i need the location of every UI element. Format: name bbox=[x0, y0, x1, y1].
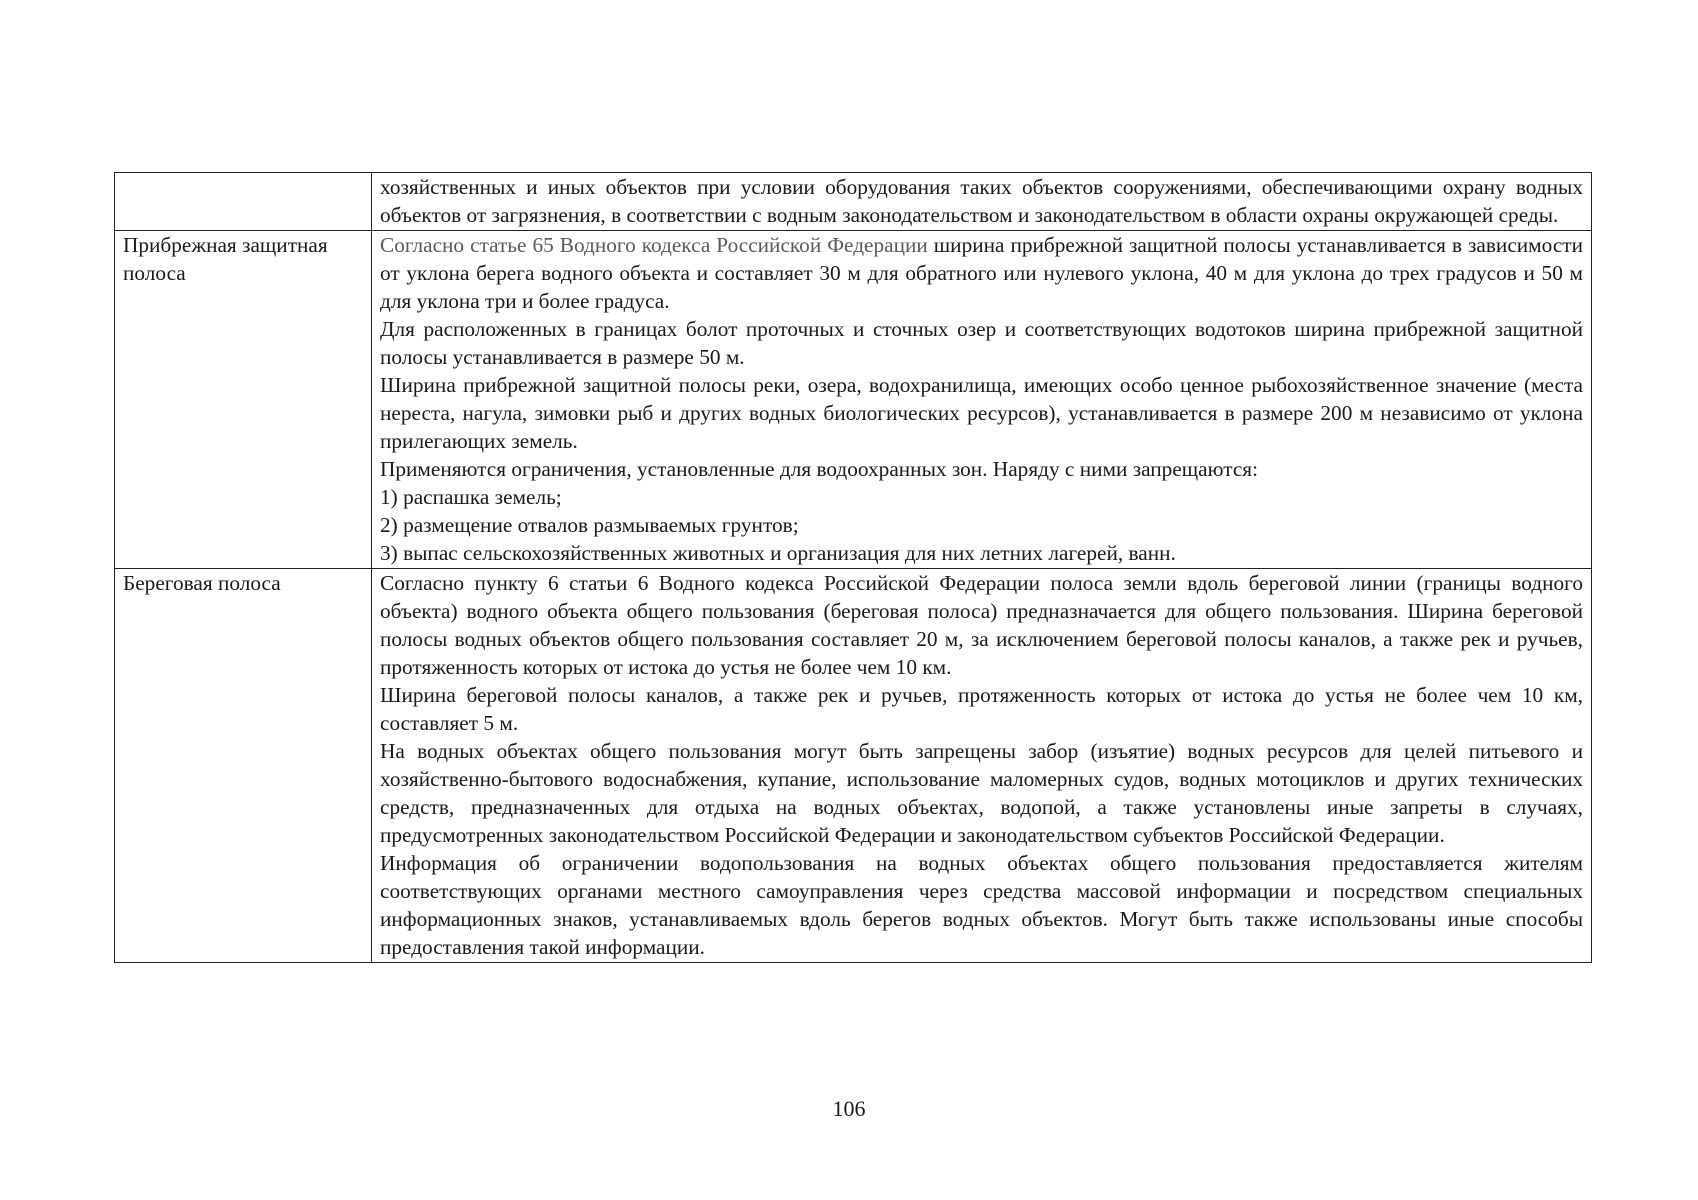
prohibition-list-item: 1) распашка земель; bbox=[380, 485, 562, 509]
water-code-article-65-link[interactable]: Согласно статье 65 Водного кодекса Российской Федерации bbox=[380, 233, 928, 257]
description-paragraph: Согласно пункту 6 статьи 6 Водного кодекса Российской Федерации полоса земли вдоль береговой линии (границы водного объекта) водного объекта общего пользования (береговая полоса) предназначается для общего пользования. Ширина береговой полосы водных объектов общего пользования составляет 20 м, за исключением береговой полосы каналов, а также рек и ручьев, протяженность которых от истока до устья не более чем 10 км. bbox=[380, 571, 1583, 679]
zone-description-cell bbox=[372, 173, 1592, 231]
prohibition-list-item: 2) размещение отвалов размываемых грунтов; bbox=[380, 513, 799, 537]
table-row bbox=[115, 173, 1592, 231]
description-paragraph: Ширина прибрежной защитной полосы реки, озера, водохранилища, имеющих особо ценное рыбохозяйственное значение (места нереста, нагула, зимовки рыб и других водных биологических ресурсов), устанавливается в размере 200 м независимо от уклона прилегающих земель. bbox=[380, 373, 1583, 453]
description-paragraph: Ширина береговой полосы каналов, а также рек и ручьев, протяженность которых от истока до устья не более чем 10 км, составляет 5 м. bbox=[380, 683, 1583, 735]
description-text: ширина прибрежной защитной полосы устанавливается в зависимости от уклона берега водного объекта и составляет 30 м для обратного или нулевого уклона, 40 м для уклона до трех градусов и 50 м для уклона три и более градуса. bbox=[380, 233, 1583, 313]
zone-name-cell bbox=[115, 173, 372, 231]
zone-description-cell bbox=[372, 231, 1592, 569]
zone-name-cell: Береговая полоса bbox=[115, 569, 372, 963]
restrictions-table bbox=[114, 172, 1592, 963]
description-paragraph: Применяются ограничения, установленные для водоохранных зон. Наряду с ними запрещаются: bbox=[380, 457, 1258, 481]
description-paragraph: На водных объектах общего пользования могут быть запрещены забор (изъятие) водных ресурсов для целей питьевого и хозяйственно-бытового водоснабжения, купание, использование маломерных судов, водных мотоциклов и других технических средств, предназначенных для отдыха на водных объектах, водопой, а также установлены иные запреты в случаях, предусмотренных законодательством Российской Федерации и законодательством субъектов Российской Федерации. bbox=[380, 739, 1583, 847]
zone-description-cell bbox=[372, 569, 1592, 963]
description-paragraph: хозяйственных и иных объектов при условии оборудования таких объектов сооружениями, обеспечивающими охрану водных объектов от загрязнения, в соответствии с водным законодательством и законодательством в области охраны окружающей среды. bbox=[380, 175, 1583, 227]
description-paragraph: Информация об ограничении водопользования на водных объектах общего пользования предоставляется жителям соответствующих органами местного самоуправления через средства массовой информации и посредством специальных информационных знаков, устанавливаемых вдоль берегов водных объектов. Могут быть также использованы иные способы предоставления такой информации. bbox=[380, 851, 1583, 959]
table-row bbox=[115, 231, 1592, 569]
table-row bbox=[115, 569, 1592, 963]
description-paragraph: Для расположенных в границах болот проточных и сточных озер и соответствующих водотоков ширина прибрежной защитной полосы устанавливается в размере 50 м. bbox=[380, 317, 1583, 369]
page-number: 106 bbox=[832, 1096, 866, 1121]
prohibition-list-item: 3) выпас сельскохозяйственных животных и организация для них летних лагерей, ванн. bbox=[380, 541, 1176, 565]
description-paragraph bbox=[380, 231, 1583, 315]
zone-name-cell: Прибрежная защитная полоса bbox=[115, 231, 372, 569]
